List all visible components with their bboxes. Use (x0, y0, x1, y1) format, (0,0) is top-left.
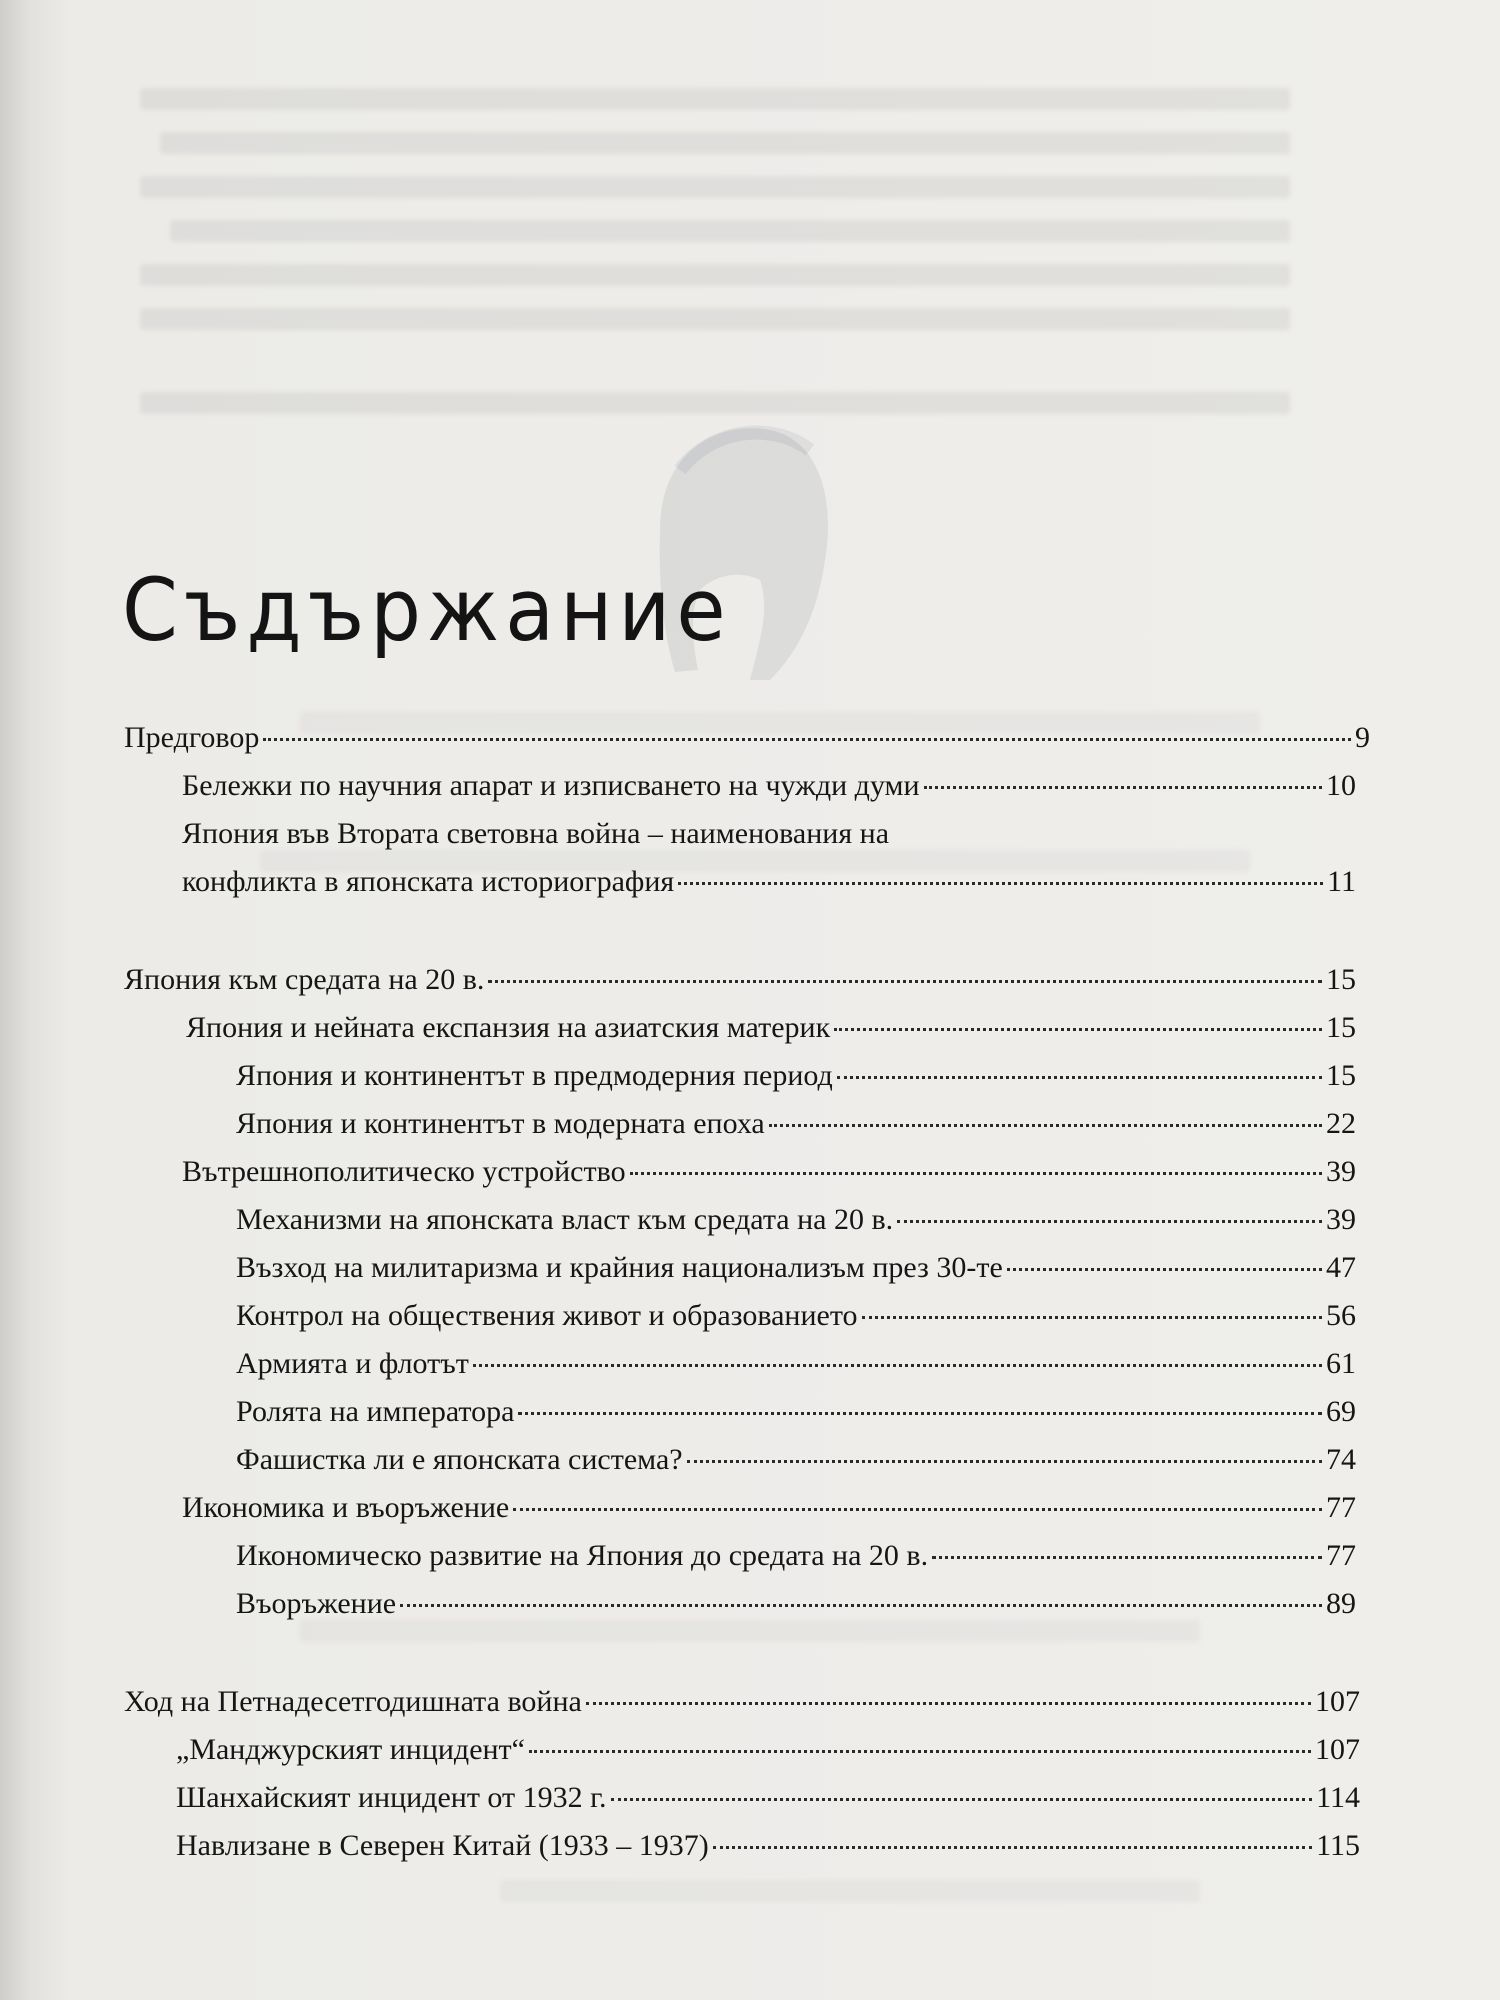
toc-entry[interactable] (236, 1250, 1356, 1286)
dot-leader (769, 1124, 1322, 1127)
dot-leader (518, 1412, 1322, 1415)
toc-entry-page: 69 (1326, 1395, 1356, 1428)
toc-entry-page: 114 (1316, 1781, 1360, 1814)
toc-entry[interactable] (176, 1780, 1360, 1816)
toc-entry-title: Бележки по научния апарат и изписването на чужди думи (182, 769, 920, 802)
toc-entry-page: 39 (1326, 1203, 1356, 1236)
toc-entry-page: 107 (1315, 1685, 1360, 1718)
toc-entry-page: 9 (1355, 721, 1370, 754)
toc-entry-page: 74 (1326, 1443, 1356, 1476)
dot-leader (713, 1846, 1312, 1849)
dot-leader (263, 738, 1351, 741)
toc-entry[interactable] (124, 962, 1356, 998)
toc-entry-title: Япония и континентът в предмодерния период (236, 1059, 833, 1092)
toc-entry-title: Япония и нейната експанзия на азиатския материк (186, 1011, 831, 1044)
toc-entry-title: Механизми на японската власт към средата на 20 в. (236, 1203, 894, 1236)
toc-entry-title: Армията и флотът (236, 1347, 469, 1380)
toc-entry-page: 107 (1315, 1733, 1360, 1766)
toc-entry-title-line1: Япония във Втората световна война – наименования на (182, 817, 890, 850)
dot-leader (687, 1460, 1322, 1463)
dot-leader (513, 1508, 1322, 1511)
toc-entry[interactable] (124, 720, 1370, 756)
toc-entry[interactable] (176, 1828, 1360, 1864)
dot-leader (400, 1604, 1322, 1607)
dot-leader (586, 1702, 1311, 1705)
toc-entry-page: 15 (1326, 1011, 1356, 1044)
toc-entry[interactable] (236, 1394, 1356, 1430)
dot-leader (834, 1028, 1322, 1031)
toc-entry-title: конфликта в японската историография (182, 865, 675, 898)
toc-entry-page: 39 (1326, 1155, 1356, 1188)
toc-entry[interactable] (236, 1538, 1356, 1574)
toc-entry-title: Ролята на императора (236, 1395, 515, 1428)
toc-entry-title: Япония и континентът в модерната епоха (236, 1107, 765, 1140)
toc-entry[interactable] (182, 1154, 1356, 1190)
dot-leader (488, 980, 1322, 983)
page-title: Съдържание (122, 560, 732, 661)
dot-leader (678, 882, 1323, 885)
dot-leader (932, 1556, 1322, 1559)
toc-entry[interactable] (236, 1058, 1356, 1094)
dot-leader (862, 1316, 1322, 1319)
toc-entry[interactable] (236, 1106, 1356, 1142)
toc-entry-title: Шанхайският инцидент от 1932 г. (176, 1781, 607, 1814)
toc-entry[interactable] (236, 1442, 1356, 1478)
toc-entry-page: 61 (1326, 1347, 1356, 1380)
toc-entry[interactable] (236, 1346, 1356, 1382)
toc-entry[interactable] (182, 768, 1356, 804)
toc-entry-page: 56 (1326, 1299, 1356, 1332)
toc-entry-title: „Манджурският инцидент“ (176, 1733, 525, 1766)
toc-entry-title: Фашистка ли е японската система? (236, 1443, 683, 1476)
toc-entry-title: Предговор (124, 721, 260, 754)
toc-entry-title: Ход на Петнадесетгодишната война (124, 1685, 582, 1718)
dot-leader (897, 1220, 1322, 1223)
toc-entry[interactable] (182, 1490, 1356, 1526)
toc-entry-title: Възход на милитаризма и крайния национализъм през 30-те (236, 1251, 1003, 1284)
toc-entry-page: 115 (1316, 1829, 1360, 1862)
toc-entry[interactable] (186, 1010, 1356, 1046)
toc-entry[interactable] (236, 1202, 1356, 1238)
toc-entry-title: Контрол на обществения живот и образованието (236, 1299, 858, 1332)
toc-entry-page: 15 (1326, 963, 1356, 996)
toc-entry-page: 89 (1326, 1587, 1356, 1620)
toc-entry-page: 47 (1326, 1251, 1356, 1284)
toc-entry-page: 11 (1327, 865, 1356, 898)
dot-leader (630, 1172, 1322, 1175)
toc-entry-title: Икономическо развитие на Япония до средата на 20 в. (236, 1539, 929, 1572)
toc-entry[interactable] (124, 1684, 1360, 1720)
toc-entry-page: 77 (1326, 1491, 1356, 1524)
dot-leader (473, 1364, 1322, 1367)
toc-entry-title: Япония към средата на 20 в. (124, 963, 485, 996)
toc-entry-title: Вътрешнополитическо устройство (182, 1155, 626, 1188)
dot-leader (837, 1076, 1322, 1079)
toc-entry-page: 15 (1326, 1059, 1356, 1092)
dot-leader (529, 1750, 1311, 1753)
toc-entry-title: Икономика и въоръжение (182, 1491, 510, 1524)
dot-leader (1007, 1268, 1322, 1271)
toc-entry[interactable] (236, 1298, 1356, 1334)
dot-leader (611, 1798, 1313, 1801)
toc-entry[interactable] (182, 864, 1356, 900)
toc-entry-page: 77 (1326, 1539, 1356, 1572)
toc-entry-page: 10 (1326, 769, 1356, 802)
toc-entry[interactable] (236, 1586, 1356, 1622)
dot-leader (924, 786, 1322, 789)
toc-entry-page: 22 (1326, 1107, 1356, 1140)
toc-entry[interactable] (176, 1732, 1360, 1768)
toc-entry-title: Въоръжение (236, 1587, 397, 1620)
toc-entry-title: Навлизане в Северен Китай (1933 – 1937) (176, 1829, 709, 1862)
